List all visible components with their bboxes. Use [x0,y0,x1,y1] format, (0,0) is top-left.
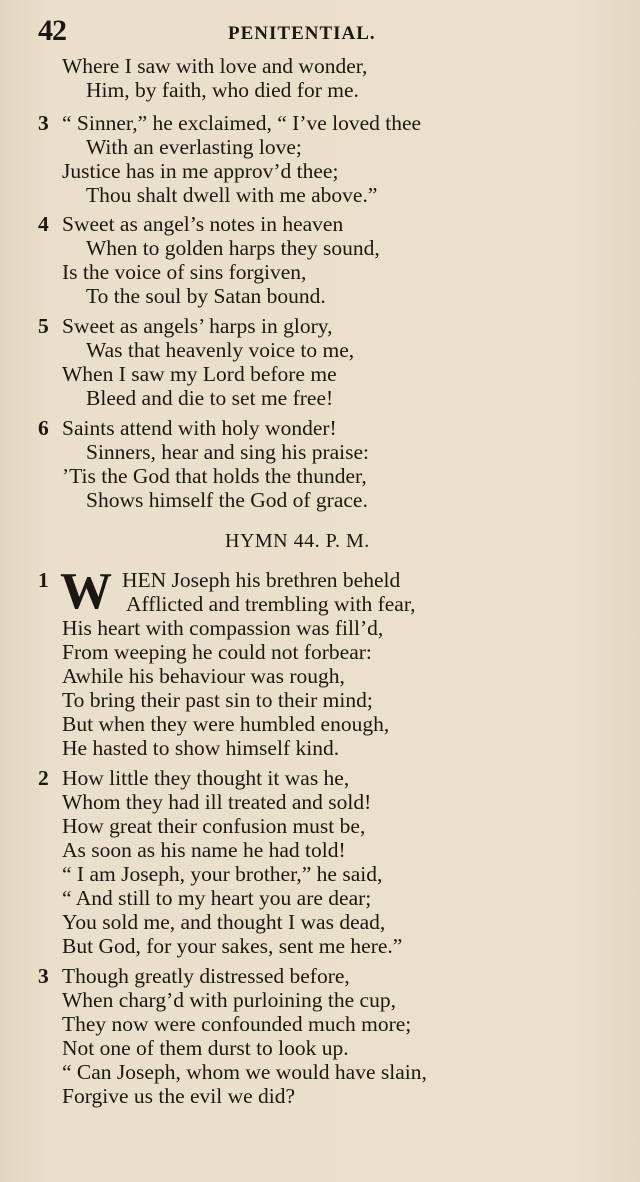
stanza-number: 2 [38,766,49,790]
verse-line: When I saw my Lord before me [62,362,337,386]
verse-line: But when they were humbled enough, [62,712,390,736]
stanza-number: 3 [38,964,49,988]
verse-line: You sold me, and thought I was dead, [62,910,386,934]
verse-line: To the soul by Satan bound. [86,284,326,308]
verse-line: When to golden harps they sound, [86,236,380,260]
drop-cap: W [60,563,112,620]
verse-line: Afflicted and trembling with fear, [126,592,416,616]
verse-line: Where I saw with love and wonder, [62,54,368,78]
verse-line: Is the voice of sins forgiven, [62,260,307,284]
verse-line: Shows himself the God of grace. [86,488,368,512]
verse-line: ’Tis the God that holds the thunder, [62,464,367,488]
hymn-title: HYMN 44. P. M. [225,530,370,552]
verse-line: Him, by faith, who died for me. [86,78,359,102]
stanza-number: 3 [38,111,49,135]
verse-line: Saints attend with holy wonder! [62,416,337,440]
verse-line: Not one of them durst to look up. [62,1036,349,1060]
verse-line: “ Sinner,” he exclaimed, “ I’ve loved thee [62,111,422,135]
verse-line: Sweet as angel’s notes in heaven [62,212,344,236]
verse-line: Sinners, hear and sing his praise: [86,440,370,464]
verse-line: How little they thought it was he, [62,766,350,790]
verse-line: Sweet as angels’ harps in glory, [62,314,333,338]
page-number: 42 [38,14,66,47]
verse-line: Was that heavenly voice to me, [86,338,355,362]
running-head: PENITENTIAL. [228,23,376,44]
stanza-number: 1 [38,568,49,592]
verse-line: To bring their past sin to their mind; [62,688,373,712]
verse-line: How great their confusion must be, [62,814,366,838]
verse-line: As soon as his name he had told! [62,838,346,862]
verse-line: His heart with compassion was fill’d, [62,616,384,640]
verse-line: Justice has in me approv’d thee; [62,159,339,183]
verse-line: Whom they had ill treated and sold! [62,790,372,814]
stanza-number: 4 [38,212,49,236]
verse-line: Bleed and die to set me free! [86,386,334,410]
verse-line: HEN Joseph his brethren beheld [122,568,401,592]
verse-line: When charg’d with purloining the cup, [62,988,396,1012]
verse-line: “ And still to my heart you are dear; [62,886,372,910]
verse-line: They now were confounded much more; [62,1012,412,1036]
verse-line: Awhile his behaviour was rough, [62,664,345,688]
verse-line: With an everlasting love; [86,135,302,159]
verse-line: “ Can Joseph, whom we would have slain, [62,1060,427,1084]
verse-line: From weeping he could not forbear: [62,640,372,664]
verse-line: He hasted to show himself kind. [62,736,340,760]
verse-line: Thou shalt dwell with me above.” [86,183,378,207]
verse-line: Forgive us the evil we did? [62,1084,296,1108]
page-header [38,14,418,48]
verse-line: Though greatly distressed before, [62,964,350,988]
verse-line: “ I am Joseph, your brother,” he said, [62,862,383,886]
stanza-number: 6 [38,416,49,440]
stanza-number: 5 [38,314,49,338]
verse-line: But God, for your sakes, sent me here.” [62,934,403,958]
